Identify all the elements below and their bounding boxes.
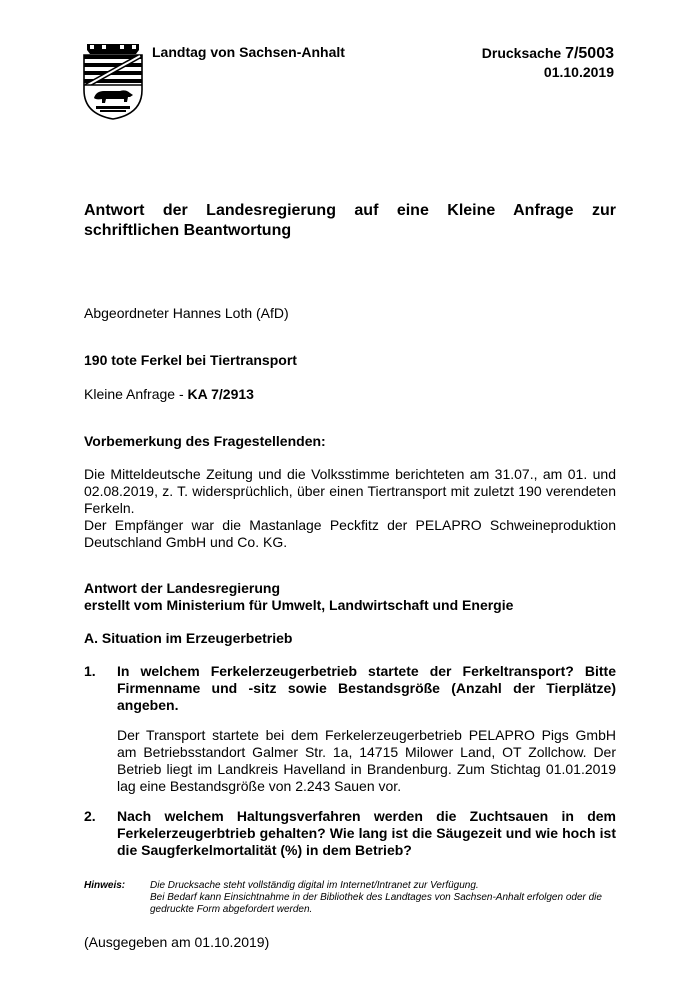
answer-heading: Antwort der Landesregierung — [84, 580, 281, 596]
document-number-block — [482, 44, 614, 81]
issued-date: (Ausgegeben am 01.10.2019) — [84, 934, 270, 950]
note-line-2: Bei Bedarf kann Einsichtnahme in der Bibliothek des Landtages von Sachsen-Anhalt erfolgen oder die gedruckte Form abgefordert werden. — [150, 892, 602, 915]
question-number: 1. — [84, 663, 96, 679]
subject-line: 190 tote Ferkel bei Tiertransport — [84, 352, 297, 368]
preamble-paragraph-2: Der Empfänger war die Mastanlage Peckfitz der PELAPRO Schweineproduktion Deutschland GmbH und Co. KG. — [84, 517, 616, 550]
crown-icon — [87, 44, 139, 54]
preamble-paragraph-1: Die Mitteldeutsche Zeitung und die Volksstimme berichteten am 31.07., am 01. und 02.08.2019, z. T. widersprüchlich, über einen Tiertransport mit zuletzt 190 verendeten Ferkeln. — [84, 466, 616, 516]
question-text: Nach welchem Haltungsverfahren werden die Zuchtsauen in dem Ferkelerzeugerbtrieb gehalten? Wie lang ist die Säugezeit und wie hoch ist die Saugferkelmortalität (%) in dem Betrieb? — [117, 808, 616, 858]
document-label: Drucksache — [481, 45, 562, 61]
answer-ministry: erstellt vom Ministerium für Umwelt, Landwirtschaft und Energie — [84, 597, 514, 613]
section-heading-a: A. Situation im Erzeugerbetrieb — [84, 630, 293, 646]
question-text: In welchem Ferkelerzeugerbetrieb startete der Ferkeltransport? Bitte Firmenname und -sitz sowie Bestandsgröße (Anzahl der Tierplätze) angeben. — [117, 663, 616, 713]
preamble-heading: Vorbemerkung des Fragestellenden: — [84, 433, 326, 449]
inquiry-prefix: Kleine Anfrage - — [84, 386, 188, 402]
inquiry-line — [84, 386, 616, 403]
coat-of-arms-logo — [82, 42, 144, 120]
author-line: Abgeordneter Hannes Loth (AfD) — [84, 305, 289, 321]
inquiry-number: KA 7/2913 — [187, 386, 254, 402]
note-text — [150, 880, 618, 916]
document-title: Antwort der Landesregierung auf eine Kleine Anfrage zur schriftlichen Beantwortung — [84, 202, 616, 239]
parliament-name: Landtag von Sachsen-Anhalt — [152, 44, 345, 60]
note-line-1: Die Drucksache steht vollständig digital im Internet/Intranet zur Verfügung. — [150, 880, 479, 891]
answer-text: Der Transport startete bei dem Ferkelerzeugerbetrieb PELAPRO Pigs GmbH am Betriebsstandort Galmer Str. 1a, 14715 Milower Land, OT Zollchow. Der Betrieb liegt im Landkreis Havelland in Brandenburg. Zum Stichtag 01.01.2019 lag eine Bestandsgröße von 2.243 Sauen vor. — [117, 727, 616, 794]
document-date: 01.10.2019 — [543, 64, 614, 80]
question-number: 2. — [84, 808, 96, 824]
note-label: Hinweis: — [84, 880, 126, 891]
document-number: 7/5003 — [565, 45, 614, 62]
